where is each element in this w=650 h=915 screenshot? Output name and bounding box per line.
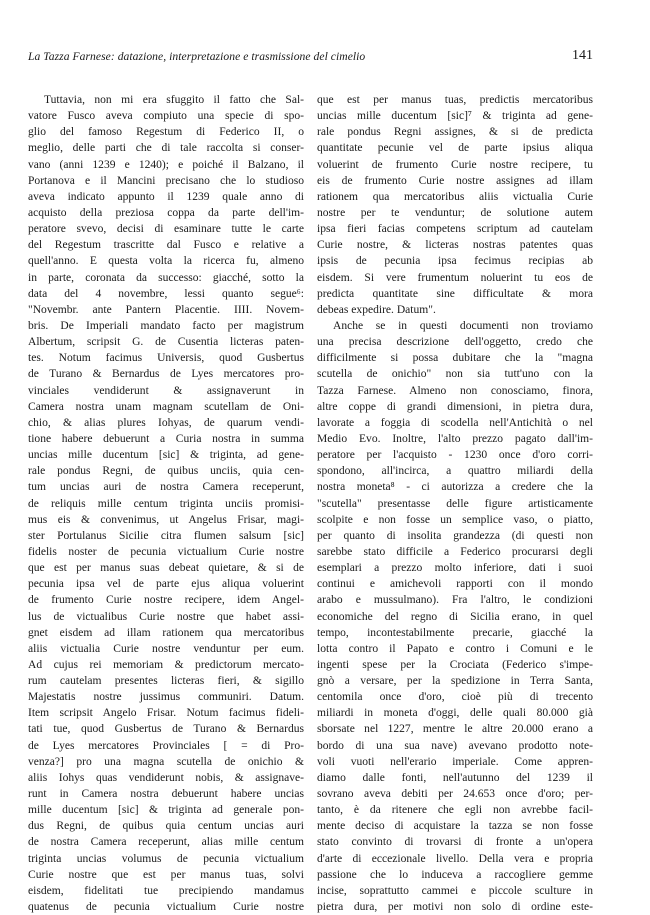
- text-line: del Regestum trascritte dal Fusco e relative a: [28, 239, 304, 252]
- text-line: predicta quantitate sine difficultate & mora: [317, 287, 593, 300]
- text-line: glio del famoso Regestum di Federico II, o: [28, 126, 304, 139]
- page-number: 141: [572, 48, 593, 63]
- text-line: arabo e mussulmano). Fra l'altro, le condizioni: [317, 594, 593, 607]
- text-line: voli vuoti nell'erario imperiale. Come appren-: [317, 755, 593, 768]
- text-line: Majestatis nostre jussimus communiri. Datum.: [28, 691, 304, 704]
- text-line: sborsate nel 1227, mentre le altre 20.000 erano a: [317, 723, 593, 736]
- text-line: ipsis de pecunia ipsa fecimus recipias ab: [317, 255, 593, 268]
- text-line: rum cautelam presentes licteras fieri, & sigillo: [28, 675, 304, 688]
- text-line: lavorate a foggia di scodella nell'Antichità o nel: [317, 416, 593, 429]
- text-line: de Turano & Bernardus de Lyes mercatores pro-: [28, 368, 304, 381]
- text-line: meglio, delle parti che di tale raccolta si conser-: [28, 142, 304, 155]
- text-line: ingenti spese per la Crociata (Federico s'impe-: [317, 658, 593, 671]
- text-line: una precisa descrizione dell'oggetto, credo che: [317, 336, 593, 349]
- text-line: Curie nostre que est per manus tuas, solvi: [28, 868, 304, 881]
- text-line: debeas expedire. Datum".: [317, 303, 436, 316]
- text-line: "Novembr. ante Pantern Placentie. IIII. Novem-: [28, 303, 304, 316]
- text-line: triginta uncias volumus de pecunia victualium: [28, 852, 304, 865]
- text-line: d'arte di eccezionale livello. Della vera e propria: [317, 852, 593, 865]
- text-line: scolpite e non fosse un semplice vaso, o piatto,: [317, 513, 593, 526]
- text-line: tum uncias auri de nostra Camera receperunt,: [28, 481, 304, 494]
- text-line: Medio Evo. Inoltre, l'alto prezzo pagato dall'im-: [317, 432, 593, 445]
- text-line: Anche se in questi documenti non troviamo: [333, 319, 593, 332]
- running-head-title: La Tazza Farnese: datazione, interpretazione e trasmissione del cimelio: [28, 50, 366, 63]
- text-line: aveva indicato appunto il 1239 quale anno di: [28, 190, 304, 203]
- running-header: [28, 50, 593, 70]
- text-line: runt in Camera nostra debuerunt habere uncias: [28, 788, 304, 801]
- text-line: acquisto della preziosa coppa da parte dell'im-: [28, 206, 304, 219]
- text-line: ster Portulanus Sicilie citra flumen salsum [sic]: [28, 529, 304, 542]
- text-line: de Lyes mercatores Provinciales [ = di Pro-: [28, 739, 304, 752]
- text-line: economiche del regno di Sicilia erano, in quel: [317, 610, 593, 623]
- text-line: difficilmente si possa dubitare che la "magna: [317, 352, 593, 365]
- text-line: Curie nostre, & licteras nostras patentes quas: [317, 239, 593, 252]
- text-line: Tazza Farnese. Almeno non conosciamo, finora,: [317, 384, 593, 397]
- text-line: tes. Notum facimus Universis, quod Gusbertus: [28, 352, 304, 365]
- text-line: sovrano aveva debiti per 24.653 once d'oro; per-: [317, 788, 593, 801]
- text-line: eis de frumento Curie nostre assignes ad illam: [317, 174, 593, 187]
- text-line: dus Regni, de quibus quia centum uncias auri: [28, 820, 304, 833]
- text-line: lotta contro il Papato e contro i Comuni e le: [317, 642, 593, 655]
- text-line: gnò a versare, per la spedizione in Terra Santa,: [317, 675, 593, 688]
- text-line: spondono, all'incirca, a quattro miliardi della: [317, 465, 593, 478]
- text-line: venza?] pro una magna scutella de onichio &: [28, 755, 304, 768]
- text-line: stato convinto di trovarsi di fronte a un'opera: [317, 836, 593, 849]
- text-line: de nostra Camera receperunt, alias mille centum: [28, 836, 304, 849]
- text-line: passione che lo induceva a raccogliere gemme: [317, 868, 593, 881]
- text-line: bordo di una sua nave) avevano prodotto note-: [317, 739, 593, 752]
- text-line: chio, & alias plures Iohyas, de quarum vendi-: [28, 416, 304, 429]
- text-line: voluerint de frumento Curie nostre recipere, tu: [317, 158, 593, 171]
- text-line: nostra moneta⁸ - ci autorizza a credere che la: [317, 481, 593, 494]
- text-line: tanto, è da ritenere che egli non avrebbe facil-: [317, 804, 593, 817]
- text-line: vano (anni 1239 e 1240); e poiché il Balzano, il: [28, 158, 304, 171]
- text-line: de frumento Curie nostre recipere, idem Angel-: [28, 594, 304, 607]
- text-line: vinciales vendiderunt & assignaverunt in: [28, 384, 304, 397]
- text-line: in parte, coronata da successo: giacché, sotto la: [28, 271, 304, 284]
- text-line: continui e amichevoli rapporti con il mondo: [317, 578, 593, 591]
- text-line: aliis victualia Curie nostre venduntur per eum.: [28, 642, 304, 655]
- text-line: que est per manus tuas, predictis mercatoribus: [317, 94, 593, 106]
- text-line: Camera nostra unam magnam scutellam de Oni-: [28, 400, 304, 413]
- text-line: data del 4 novembre, lessi quanto segue⁶:: [28, 287, 304, 300]
- text-line: vatore Fusco aveva compiuto una specie di spo-: [28, 110, 304, 123]
- text-line: Tuttavia, non mi era sfuggito il fatto che Sal-: [44, 94, 304, 106]
- text-line: eisdem. Si vere frumentum noluerint tu eos de: [317, 271, 593, 284]
- text-line: rale pondus Regni, de quibus unciis, quia cen-: [28, 465, 304, 478]
- text-line: tempo, incontestabilmente precarie, giacché la: [317, 626, 593, 639]
- text-line: Albertum, scripsit G. de Cusentia licteras paten-: [28, 336, 304, 349]
- text-line: quantitate pecunie vel de parte ipsius aliqua: [317, 142, 593, 155]
- text-line: rationem qua mercatoribus aliis victualia Curie: [317, 190, 593, 203]
- text-line: tati tue, quod Gusbertus de Turano & Bernardus: [28, 723, 304, 736]
- text-line: scutella de onichio" non sia tutt'uno con la: [317, 368, 593, 381]
- text-line: esemplari a prezzo molto inferiore, dati i suoi: [317, 562, 593, 575]
- text-line: nostre per te venduntur; de solutione autem: [317, 206, 593, 219]
- text-line: gnet eisdem ad illam rationem qua mercatoribus: [28, 626, 304, 639]
- text-line: miliardi in moneta d'oggi, delle quali 80.000 già: [317, 707, 593, 720]
- text-line: mus eis & convenimus, ut Angelus Frisar, magi-: [28, 513, 304, 526]
- text-line: peratore per l'acquisto - 1230 once d'oro corri-: [317, 449, 593, 462]
- text-line: diamo dalle fonti, nell'autunno del 1239 il: [317, 771, 593, 784]
- text-line: pietra dura, per motivi non solo di ordine este-: [317, 901, 593, 914]
- text-line: uncias mille ducentum [sic]⁷ & triginta ad gene-: [317, 110, 593, 123]
- text-line: per quanto di insolita grandezza (di questi non: [317, 529, 593, 542]
- text-line: Item scripsit Angelo Frisar. Notum facimus fideli-: [28, 707, 304, 720]
- text-line: altre coppe di grandi dimensioni, in pietra dura,: [317, 400, 593, 413]
- text-line: lus de victualibus Curie nostre que habet assi-: [28, 610, 304, 623]
- text-line: mille ducentum [sic] & triginta ad generale pon-: [28, 804, 304, 817]
- text-line: tione habere debuerunt a Curia nostra in summa: [28, 432, 304, 445]
- text-line: ipsa fieri facias competens scriptum ad cautelam: [317, 223, 593, 236]
- text-line: quell'anno. E questa volta la ricerca fu, almeno: [28, 255, 304, 268]
- text-line: peratore svevo, decisi di esaminare tutte le carte: [28, 223, 304, 236]
- text-line: Portanova e il Mancini precisano che lo studioso: [28, 174, 304, 187]
- right-text-column: [317, 92, 593, 915]
- text-line: que est per manus suas debeat quietare, & si de: [28, 562, 304, 575]
- text-line: rale pondus Regni assignes, & si de predicta: [317, 126, 593, 139]
- text-line: incise, soprattutto cammei e piccole sculture in: [317, 884, 593, 897]
- text-line: quatenus de pecunia victualium Curie nostre: [28, 901, 304, 914]
- left-text-column: [28, 92, 304, 915]
- text-line: sarebbe stato difficile a Federico procurarsi degli: [317, 545, 593, 558]
- text-line: "scutella" presentasse delle figure artisticamente: [317, 497, 593, 510]
- text-line: mente deciso di acquistare la tazza se non fosse: [317, 820, 593, 833]
- text-line: de reliquis mille centum triginta unciis promisi-: [28, 497, 304, 510]
- text-line: centomila once d'oro, cioè più di trecento: [317, 691, 593, 704]
- text-line: bris. De Imperiali mandato facto per magistrum: [28, 319, 304, 332]
- text-line: eisdem, fidelitati tue precipiendo mandamus: [28, 884, 304, 897]
- text-line: aliis Iohys quas vendiderunt nobis, & assignave-: [28, 771, 304, 784]
- text-line: pecunia ipsa vel de parte ejus aliqua voluerint: [28, 578, 304, 591]
- text-line: Ad cujus rei memoriam & predictorum mercato-: [28, 658, 304, 671]
- text-line: uncias mille ducentum [sic] & triginta, ad gene-: [28, 449, 304, 462]
- text-line: fidelis noster de pecunia victualium Curie nostre: [28, 545, 304, 558]
